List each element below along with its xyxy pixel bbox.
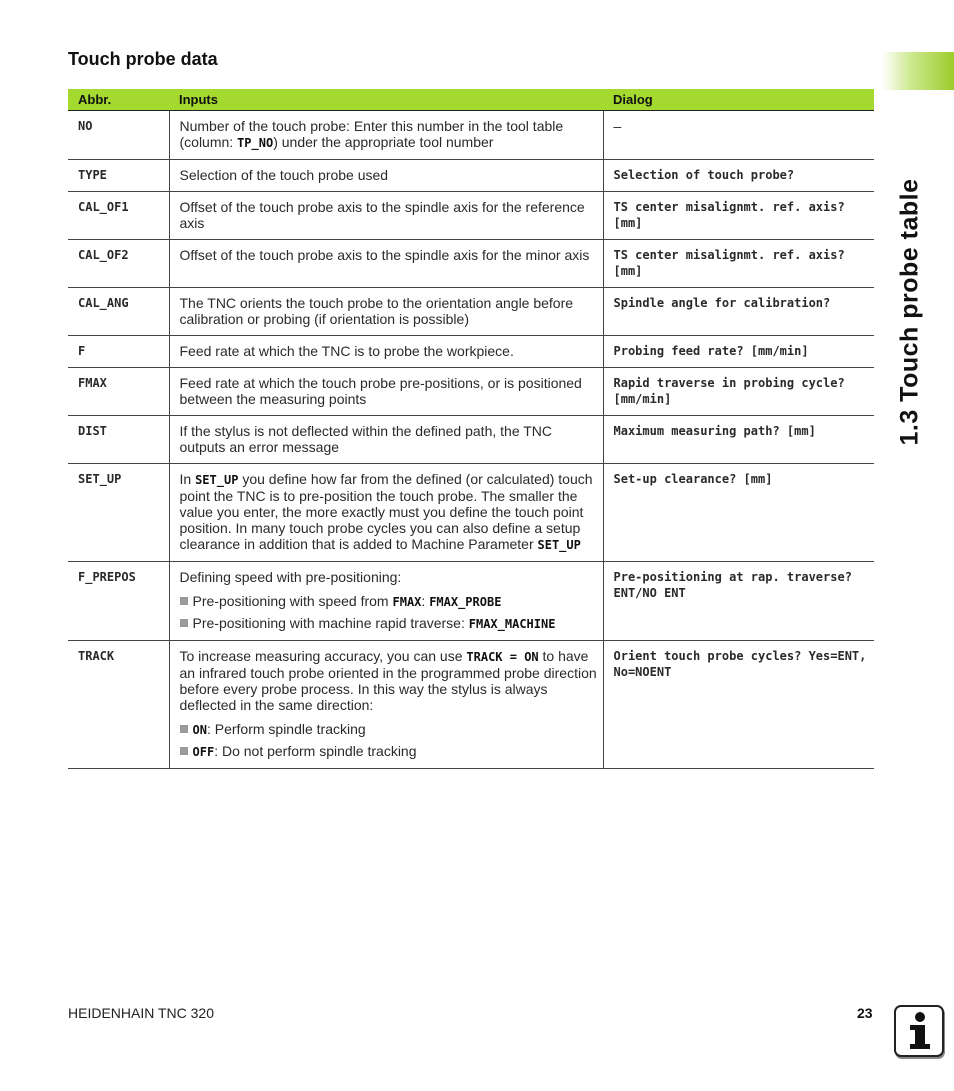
input-cell: Offset of the touch probe axis to the spindle axis for the reference axis — [169, 192, 603, 240]
input-code: ON — [192, 723, 207, 737]
table-row — [68, 240, 874, 288]
dialog-cell: Pre-positioning at rap. traverse? ENT/NO ENT — [603, 562, 874, 641]
input-cell: Feed rate at which the touch probe pre-positions, or is positioned between the measuring points — [169, 368, 603, 416]
table-row — [68, 416, 874, 464]
bullet-text: Pre-positioning with machine rapid traverse: — [192, 615, 469, 631]
input-cell: The TNC orients the touch probe to the orientation angle before calibration or probing (if orientation is possible) — [169, 288, 603, 336]
bullet-square-icon — [180, 725, 188, 733]
input-text: To increase measuring accuracy, you can use — [179, 648, 467, 664]
table-row — [68, 464, 874, 562]
input-code: FMAX — [392, 595, 422, 609]
abbr-cell: NO — [68, 111, 169, 160]
input-text: Defining speed with pre-positioning: — [179, 569, 402, 585]
bullet-text: Pre-positioning with speed from — [192, 593, 393, 609]
bullet-text: : Perform spindle tracking — [206, 721, 366, 737]
bullet-item — [180, 743, 599, 760]
input-cell: Offset of the touch probe axis to the spindle axis for the minor axis — [169, 240, 603, 288]
abbr-cell: CAL_OF2 — [68, 240, 169, 288]
input-code: FMAX_PROBE — [429, 595, 502, 609]
bullet-text: : Do not perform spindle tracking — [214, 743, 417, 759]
input-code: SET_UP — [195, 473, 239, 487]
bullet-square-icon — [180, 747, 188, 755]
footer-product: HEIDENHAIN TNC 320 — [68, 1005, 215, 1021]
header-dialog: Dialog — [603, 89, 874, 111]
dialog-cell: Rapid traverse in probing cycle? [mm/min] — [603, 368, 874, 416]
touch-probe-table — [68, 89, 874, 769]
page-number: 23 — [857, 1005, 873, 1021]
abbr-cell: CAL_OF1 — [68, 192, 169, 240]
input-code: TRACK = ON — [466, 650, 539, 664]
input-code: OFF — [192, 745, 215, 759]
table-row — [68, 336, 874, 368]
info-icon — [894, 1005, 944, 1057]
dialog-cell: Set-up clearance? [mm] — [603, 464, 874, 562]
table-row — [68, 562, 874, 641]
input-cell: Feed rate at which the TNC is to probe the workpiece. — [169, 336, 603, 368]
info-glyph — [896, 1007, 942, 1055]
section-title: Touch probe data — [68, 49, 218, 69]
header-abbr: Abbr. — [68, 89, 169, 111]
bullet-item — [180, 593, 599, 610]
input-text: to have an infrared touch probe oriented in the programmed probe direction before every probe process. In this way the stylus is always deflected in the same direction: — [179, 648, 597, 713]
table-row — [68, 160, 874, 192]
bullet-sep: : — [421, 593, 430, 609]
input-code: FMAX_MACHINE — [468, 617, 556, 631]
abbr-cell: F_PREPOS — [68, 562, 169, 641]
bullet-item — [180, 721, 599, 738]
input-text: you define how far from the defined (or calculated) touch point the TNC is to pre-position the touch probe. The smaller the value you enter, the more exactly must you define the touch point position. In many touch probe cycles you can also define a setup clearance in addition that is added to Machine Parameter — [179, 471, 593, 552]
dialog-cell: TS center misalignmt. ref. axis? [mm] — [603, 192, 874, 240]
bullet-square-icon — [180, 597, 188, 605]
input-cell — [169, 111, 603, 160]
dialog-cell: Probing feed rate? [mm/min] — [603, 336, 874, 368]
input-text: Number of the touch probe: Enter this number in the tool table (column: — [179, 118, 564, 150]
abbr-cell: TRACK — [68, 641, 169, 769]
abbr-cell: TYPE — [68, 160, 169, 192]
abbr-cell: CAL_ANG — [68, 288, 169, 336]
chapter-tab — [882, 52, 954, 90]
bullet-item — [180, 615, 599, 632]
bullet-square-icon — [180, 619, 188, 627]
input-code: TP_NO — [237, 136, 274, 150]
input-cell: Selection of the touch probe used — [169, 160, 603, 192]
dialog-cell: Spindle angle for calibration? — [603, 288, 874, 336]
header-inputs: Inputs — [169, 89, 603, 111]
abbr-cell: F — [68, 336, 169, 368]
chapter-side-title: 1.3 Touch probe table — [895, 178, 924, 446]
input-cell — [169, 641, 603, 769]
abbr-cell: SET_UP — [68, 464, 169, 562]
dialog-cell: TS center misalignmt. ref. axis? [mm] — [603, 240, 874, 288]
input-cell — [169, 562, 603, 641]
dialog-cell: Selection of touch probe? — [603, 160, 874, 192]
input-cell — [169, 464, 603, 562]
table-row — [68, 368, 874, 416]
dialog-cell: Orient touch probe cycles? Yes=ENT, No=NOENT — [603, 641, 874, 769]
table-header-row — [68, 89, 874, 111]
abbr-cell: FMAX — [68, 368, 169, 416]
table-row — [68, 192, 874, 240]
input-cell: If the stylus is not deflected within the defined path, the TNC outputs an error message — [169, 416, 603, 464]
input-text: In — [179, 471, 196, 487]
table-row — [68, 288, 874, 336]
dialog-cell: – — [603, 111, 874, 160]
table-row — [68, 111, 874, 160]
abbr-cell: DIST — [68, 416, 169, 464]
input-text: ) under the appropriate tool number — [273, 134, 494, 150]
input-code: SET_UP — [537, 538, 581, 552]
dialog-cell: Maximum measuring path? [mm] — [603, 416, 874, 464]
table-row — [68, 641, 874, 769]
